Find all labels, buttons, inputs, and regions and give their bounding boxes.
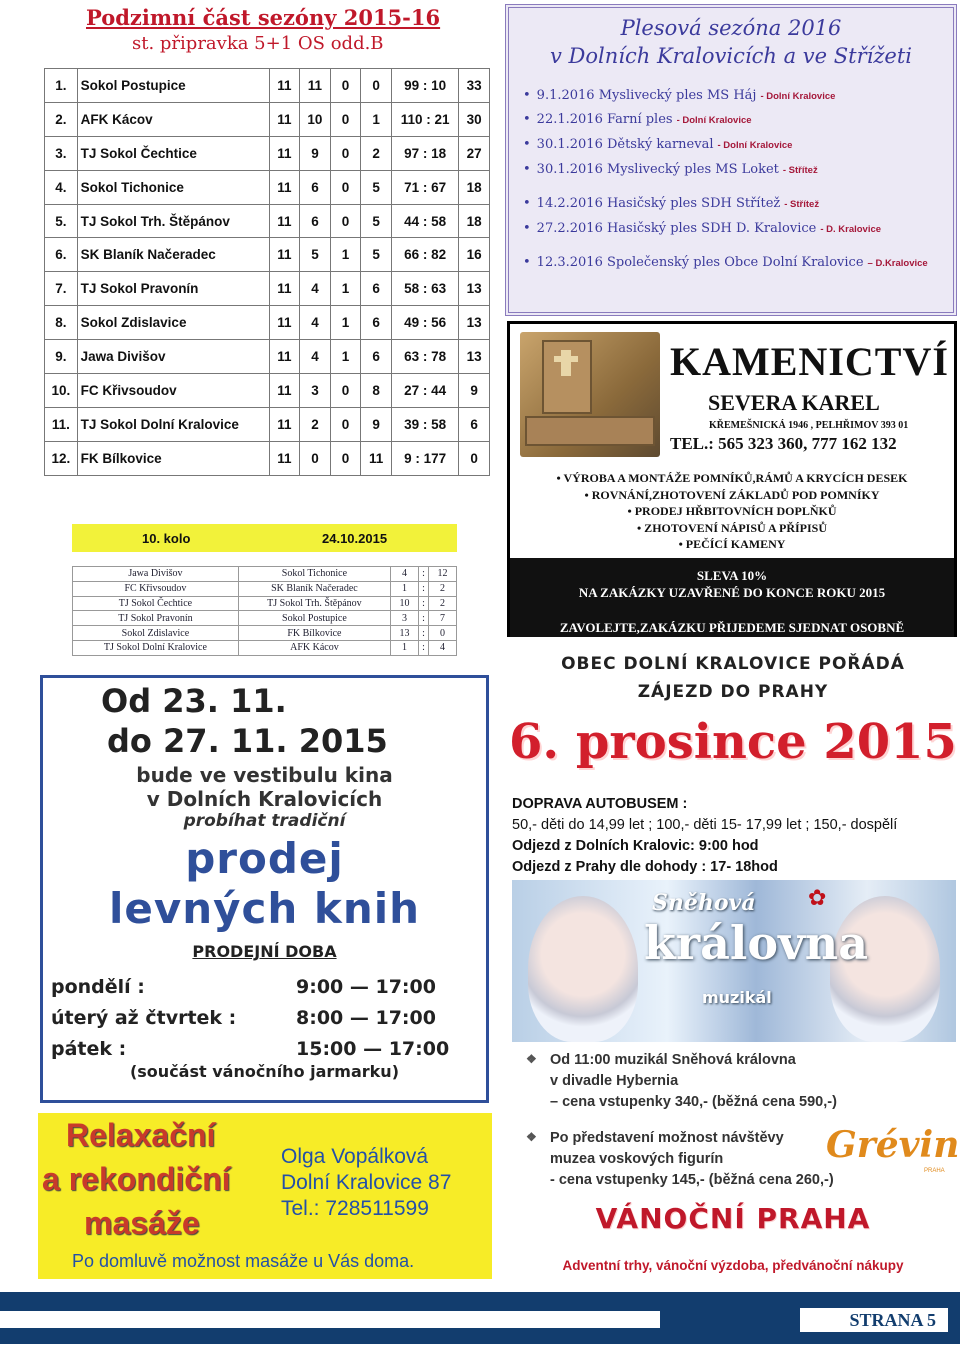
return-time: Odjezd z Prahy dle dohody : 17- 18hod <box>512 859 778 875</box>
league-cell-score: 9 : 177 <box>391 441 458 475</box>
league-cell-p: 5 <box>361 238 392 272</box>
league-cell-points: 6 <box>459 407 490 441</box>
ball-season-title: Plesová sezóna 2016 <box>620 16 842 40</box>
result-cell-away: Sokol Tichonice <box>238 567 390 582</box>
goals-against: 78 <box>431 349 447 365</box>
league-cell-p: 0 <box>361 69 392 103</box>
result-cell-a: 7 <box>429 611 457 626</box>
league-table-section <box>40 4 492 476</box>
ball-season-subtitle: v Dolních Kralovicích a ve Střížeti <box>550 44 912 68</box>
league-cell-points: 30 <box>459 102 490 136</box>
ball-event: • 9.1.2016 Myslivecký ples MS Háj - Dolní Kralovice <box>523 88 836 103</box>
result-cell-away: AFK Kácov <box>238 640 390 655</box>
service-item: • VÝROBA A MONTÁŽE POMNÍKŮ,RÁMŮ A KRYCÍCH DESEK <box>556 471 908 485</box>
league-row <box>45 306 490 340</box>
league-cell-z: 11 <box>269 374 300 408</box>
result-row: TJ Sokol Čechtice TJ Sokol Trh. Štěpánov 10 : 2 <box>73 596 457 611</box>
grevin-logo: Grévin <box>826 1124 960 1166</box>
result-row: TJ Sokol Pravonín Sokol Postupice 3 : 7 <box>73 611 457 626</box>
bus-label: DOPRAVA AUTOBUSEM : <box>512 796 688 812</box>
goals-against: 58 <box>431 416 447 432</box>
musical-line-3: – cena vstupenky 340,- (běžná cena 590,-) <box>550 1094 837 1110</box>
goals-for: 63 <box>404 349 420 365</box>
result-cell-h: 10 <box>391 596 419 611</box>
league-cell-z: 11 <box>269 204 300 238</box>
result-cell-h: 1 <box>391 581 419 596</box>
discount-line-2: NA ZAKÁZKY UZAVŘENÉ DO KONCE ROKU 2015 <box>578 585 886 600</box>
trip-date: 6. prosince 2015 <box>509 714 957 770</box>
league-cell-score: 110 : 21 <box>391 102 458 136</box>
league-cell-club: AFK Kácov <box>77 102 269 136</box>
book-sale-heading-1: prodej <box>185 834 344 883</box>
round-header <box>72 524 457 552</box>
league-cell-rank: 11. <box>45 407 78 441</box>
stonemason-banner <box>510 558 954 637</box>
result-cell-h: 3 <box>391 611 419 626</box>
result-cell-home: TJ Sokol Čechtice <box>73 596 239 611</box>
diamond-bullet-icon: ❖ <box>526 1052 537 1066</box>
league-cell-r: 0 <box>330 136 361 170</box>
hours-time: 15:00 — 17:00 <box>296 1038 450 1060</box>
league-cell-points: 18 <box>459 204 490 238</box>
league-cell-score: 99 : 10 <box>391 69 458 103</box>
ball-event: • 14.2.2016 Hasičský ples SDH Střítež - Střítež <box>523 196 820 211</box>
museum-line-2: muzea voskových figurín <box>550 1151 724 1167</box>
service-item: • ZHOTOVENÍ NÁPISŮ A PŘÍPISŮ <box>636 520 828 535</box>
league-cell-z: 11 <box>269 340 300 374</box>
massage-title-1: Relaxační <box>66 1117 216 1153</box>
league-cell-club: Sokol Postupice <box>77 69 269 103</box>
league-cell-score: 44 : 58 <box>391 204 458 238</box>
league-cell-r: 1 <box>330 238 361 272</box>
goals-against: 177 <box>423 450 447 466</box>
league-cell-rank: 12. <box>45 441 78 475</box>
league-row <box>45 204 490 238</box>
league-cell-v: 4 <box>300 272 331 306</box>
league-cell-v: 3 <box>300 374 331 408</box>
league-cell-p: 5 <box>361 170 392 204</box>
book-sale-note: (součást vánočního jarmarku) <box>129 1062 400 1081</box>
league-cell-p: 6 <box>361 306 392 340</box>
goals-for: 39 <box>404 416 420 432</box>
league-cell-points: 9 <box>459 374 490 408</box>
page-number: STRANA 5 <box>800 1308 948 1332</box>
result-row: FC Křivsoudov SK Blaník Načeradec 1 : 2 <box>73 581 457 596</box>
result-row: Sokol Zdislavice FK Bílkovice 13 : 0 <box>73 626 457 641</box>
goals-for: 44 <box>404 213 420 229</box>
goals-against: 21 <box>434 111 450 127</box>
poster-title-main: královna <box>644 916 869 970</box>
league-cell-score: 39 : 58 <box>391 407 458 441</box>
league-cell-rank: 5. <box>45 204 78 238</box>
ball-season-box <box>505 4 957 316</box>
departure-time: Odjezd z Dolních Kralovic: 9:00 hod <box>512 838 759 854</box>
league-cell-r: 1 <box>330 340 361 374</box>
league-cell-r: 0 <box>330 407 361 441</box>
grevin-logo-sub: PRAHA <box>924 1168 945 1174</box>
goals-against: 58 <box>431 213 447 229</box>
league-cell-club: TJ Sokol Pravonín <box>77 272 269 306</box>
league-row <box>45 340 490 374</box>
poster-title-top: Sněhová <box>652 890 756 916</box>
book-sale-heading-2: levných knih <box>108 884 421 933</box>
league-cell-p: 11 <box>361 441 392 475</box>
league-row <box>45 238 490 272</box>
goals-for: 58 <box>404 281 420 297</box>
goals-for: 110 <box>400 111 423 127</box>
league-cell-club: SK Blaník Načeradec <box>77 238 269 272</box>
poster-subtitle: muzikál <box>702 988 772 1007</box>
hours-time: 9:00 — 17:00 <box>296 976 436 998</box>
stonemason-phone: TEL.: 565 323 360, 777 162 132 <box>670 434 897 453</box>
stonemason-address: KŘEMEŠNICKÁ 1946 , PELHŘIMOV 393 01 <box>709 420 909 431</box>
ball-event: • 22.1.2016 Farní ples - Dolní Kralovice <box>523 112 752 127</box>
ball-event: • 30.1.2016 Dětský karneval - Dolní Kralovice <box>523 137 793 152</box>
stonemason-name: SEVERA KAREL <box>708 390 880 415</box>
massage-title-3: masáže <box>84 1205 200 1241</box>
league-cell-rank: 10. <box>45 374 78 408</box>
result-cell-h: 13 <box>391 626 419 641</box>
league-cell-r: 1 <box>330 272 361 306</box>
league-cell-points: 18 <box>459 170 490 204</box>
trip-title-2: ZÁJEZD DO PRAHY <box>637 682 829 702</box>
goals-for: 97 <box>404 145 420 161</box>
service-item: • ROVNÁNÍ,ZHOTOVENÍ ZÁKLADŮ POD POMNÍKY <box>584 487 880 502</box>
league-cell-rank: 7. <box>45 272 78 306</box>
league-cell-club: TJ Sokol Čechtice <box>77 136 269 170</box>
result-cell-a: 12 <box>429 567 457 582</box>
league-cell-points: 13 <box>459 306 490 340</box>
stonemason-services <box>510 470 954 553</box>
stonemason-ad <box>507 321 957 637</box>
ball-event: • 27.2.2016 Hasičský ples SDH D. Kralovice - D. Kralovice <box>523 221 882 236</box>
league-row <box>45 170 490 204</box>
book-sale-text-2: v Dolních Kralovicích <box>146 787 383 811</box>
musical-line-1: Od 11:00 muzikál Sněhová královna <box>550 1052 796 1068</box>
book-sale-from: Od 23. 11. <box>101 682 287 720</box>
xmas-prague-title: VÁNOČNÍ PRAHA <box>595 1202 871 1235</box>
result-cell-home: Sokol Zdislavice <box>73 626 239 641</box>
result-cell-a: 4 <box>429 640 457 655</box>
result-cell-a: 0 <box>429 626 457 641</box>
league-cell-rank: 9. <box>45 340 78 374</box>
result-cell-home: Jawa Divišov <box>73 567 239 582</box>
goals-against: 10 <box>431 77 447 93</box>
goals-for: 71 <box>404 179 420 195</box>
league-cell-v: 6 <box>300 204 331 238</box>
footer-stripe <box>0 1311 660 1328</box>
museum-line-3: - cena vstupenky 145,- (běžná cena 260,-) <box>550 1172 834 1188</box>
league-cell-z: 11 <box>269 102 300 136</box>
league-cell-r: 0 <box>330 204 361 238</box>
page-footer <box>0 1292 960 1344</box>
ball-event: • 12.3.2016 Společenský ples Obce Dolní Kralovice – D.Kralovice <box>523 255 928 270</box>
league-cell-r: 0 <box>330 170 361 204</box>
league-cell-v: 5 <box>300 238 331 272</box>
massage-ad <box>38 1113 492 1279</box>
league-cell-z: 11 <box>269 272 300 306</box>
result-cell-away: FK Bílkovice <box>238 626 390 641</box>
league-cell-p: 5 <box>361 204 392 238</box>
service-item: • PRODEJ HŘBITOVNÍCH DOPLŇKŮ <box>627 504 837 518</box>
league-row <box>45 102 490 136</box>
league-cell-r: 0 <box>330 441 361 475</box>
prague-trip-ad <box>508 646 958 1286</box>
league-cell-r: 0 <box>330 102 361 136</box>
hours-day: úterý až čtvrtek : <box>51 1007 237 1029</box>
result-cell-away: SK Blaník Načeradec <box>238 581 390 596</box>
xmas-prague-subtitle: Adventní trhy, vánoční výzdoba, předvánoční nákupy <box>562 1258 904 1273</box>
snow-queen-poster <box>512 880 956 1042</box>
league-cell-rank: 2. <box>45 102 78 136</box>
league-cell-club: TJ Sokol Trh. Štěpánov <box>77 204 269 238</box>
league-cell-r: 0 <box>330 69 361 103</box>
league-cell-z: 11 <box>269 136 300 170</box>
league-row <box>45 441 490 475</box>
result-cell-a: 2 <box>429 581 457 596</box>
league-cell-rank: 8. <box>45 306 78 340</box>
massage-address: Dolní Kralovice 87 <box>281 1171 452 1194</box>
result-cell-a: 2 <box>429 596 457 611</box>
goals-against: 67 <box>431 179 447 195</box>
massage-phone: Tel.: 728511599 <box>281 1197 429 1220</box>
musical-line-2: v divadle Hybernia <box>550 1073 679 1089</box>
league-cell-z: 11 <box>269 306 300 340</box>
league-cell-v: 4 <box>300 340 331 374</box>
league-cell-points: 27 <box>459 136 490 170</box>
book-sale-poster <box>40 675 489 1103</box>
book-sale-text-3: probíhat tradiční <box>183 811 346 831</box>
league-cell-v: 9 <box>300 136 331 170</box>
league-cell-v: 2 <box>300 407 331 441</box>
league-row <box>45 272 490 306</box>
league-cell-p: 1 <box>361 102 392 136</box>
hours-day: pátek : <box>51 1038 127 1060</box>
result-cell-away: Sokol Postupice <box>238 611 390 626</box>
result-cell-home: TJ Sokol Pravonín <box>73 611 239 626</box>
league-cell-r: 0 <box>330 374 361 408</box>
book-sale-to: do 27. 11. 2015 <box>107 722 388 760</box>
league-cell-points: 13 <box>459 340 490 374</box>
league-table <box>44 68 490 476</box>
stonemason-title: KAMENICTVÍ <box>670 339 949 384</box>
league-cell-r: 1 <box>330 306 361 340</box>
result-row: TJ Sokol Dolní Kralovice AFK Kácov 1 : 4 <box>73 640 457 655</box>
book-sale-text-1: bude ve vestibulu kina <box>136 763 393 787</box>
massage-name: Olga Vopálková <box>281 1145 429 1168</box>
league-cell-p: 8 <box>361 374 392 408</box>
tombstone-image <box>520 332 660 457</box>
league-cell-z: 11 <box>269 170 300 204</box>
result-cell-h: 4 <box>391 567 419 582</box>
league-cell-score: 66 : 82 <box>391 238 458 272</box>
league-cell-z: 11 <box>269 407 300 441</box>
league-cell-club: TJ Sokol Dolní Kralovice <box>77 407 269 441</box>
goals-against: 56 <box>431 315 447 331</box>
league-title: Podzimní část sezóny 2015-16 <box>86 5 441 30</box>
league-cell-p: 6 <box>361 272 392 306</box>
league-cell-rank: 6. <box>45 238 78 272</box>
league-cell-points: 13 <box>459 272 490 306</box>
league-cell-score: 27 : 44 <box>391 374 458 408</box>
museum-line-1: Po představení možnost návštěvy <box>550 1130 784 1146</box>
result-cell-away: TJ Sokol Trh. Štěpánov <box>238 596 390 611</box>
goals-against: 44 <box>431 382 447 398</box>
league-cell-score: 49 : 56 <box>391 306 458 340</box>
league-row <box>45 69 490 103</box>
league-cell-z: 11 <box>269 238 300 272</box>
hours-time: 8:00 — 17:00 <box>296 1007 436 1029</box>
league-subtitle: st. připravka 5+1 OS odd.B <box>132 33 384 54</box>
goals-for: 99 <box>404 77 420 93</box>
league-row <box>45 407 490 441</box>
league-cell-points: 33 <box>459 69 490 103</box>
league-cell-club: Jawa Divišov <box>77 340 269 374</box>
league-cell-z: 11 <box>269 69 300 103</box>
league-cell-club: Sokol Tichonice <box>77 170 269 204</box>
league-cell-club: FK Bílkovice <box>77 441 269 475</box>
league-row <box>45 136 490 170</box>
rose-icon: ✿ <box>808 886 827 911</box>
bus-prices: 50,- děti do 14,99 let ; 100,- děti 15- 17,99 let ; 150,- dospělí <box>512 817 898 833</box>
league-cell-score: 58 : 63 <box>391 272 458 306</box>
book-sale-hours-title: PRODEJNÍ DOBA <box>192 942 337 961</box>
league-cell-rank: 1. <box>45 69 78 103</box>
goals-for: 66 <box>404 247 420 263</box>
league-cell-p: 9 <box>361 407 392 441</box>
league-cell-club: FC Křivsoudov <box>77 374 269 408</box>
league-cell-score: 63 : 78 <box>391 340 458 374</box>
league-cell-v: 10 <box>300 102 331 136</box>
discount-line-1: SLEVA 10% <box>696 568 768 583</box>
round-label: 10. kolo <box>142 531 191 546</box>
round-date: 24.10.2015 <box>322 531 388 546</box>
league-cell-z: 11 <box>269 441 300 475</box>
goals-against: 18 <box>431 145 447 161</box>
goals-against: 82 <box>431 247 447 263</box>
hours-day: pondělí : <box>51 976 145 998</box>
massage-title-2: a rekondiční <box>42 1161 231 1197</box>
round-results-table <box>72 566 457 656</box>
diamond-bullet-icon: ❖ <box>526 1130 537 1144</box>
result-cell-h: 1 <box>391 640 419 655</box>
league-cell-score: 97 : 18 <box>391 136 458 170</box>
result-cell-home: TJ Sokol Dolní Kralovice <box>73 640 239 655</box>
league-cell-v: 4 <box>300 306 331 340</box>
result-row: Jawa Divišov Sokol Tichonice 4 : 12 <box>73 567 457 582</box>
ball-event: • 30.1.2016 Myslivecký ples MS Loket - Střítež <box>523 162 818 177</box>
goals-for: 27 <box>404 382 420 398</box>
league-cell-v: 11 <box>300 69 331 103</box>
call-to-action: ZAVOLEJTE,ZAKÁZKU PŘIJEDEME SJEDNAT OSOBNĚ <box>559 620 905 635</box>
actress-image-left <box>528 896 638 1042</box>
goals-for: 9 <box>404 450 412 466</box>
service-item: • PEČÍCÍ KAMENY <box>678 537 786 551</box>
goals-for: 49 <box>404 315 420 331</box>
league-row <box>45 374 490 408</box>
league-cell-p: 2 <box>361 136 392 170</box>
league-cell-points: 16 <box>459 238 490 272</box>
massage-bottom-note: Po domluvě možnost masáže u Vás doma. <box>72 1251 415 1271</box>
league-cell-p: 6 <box>361 340 392 374</box>
league-cell-score: 71 : 67 <box>391 170 458 204</box>
league-cell-rank: 4. <box>45 170 78 204</box>
league-cell-points: 0 <box>459 441 490 475</box>
league-cell-v: 6 <box>300 170 331 204</box>
league-cell-club: Sokol Zdislavice <box>77 306 269 340</box>
league-cell-rank: 3. <box>45 136 78 170</box>
result-cell-home: FC Křivsoudov <box>73 581 239 596</box>
league-cell-v: 0 <box>300 441 331 475</box>
goals-against: 63 <box>431 281 447 297</box>
trip-title-1: OBEC DOLNÍ KRALOVICE POŘÁDÁ <box>561 654 905 674</box>
